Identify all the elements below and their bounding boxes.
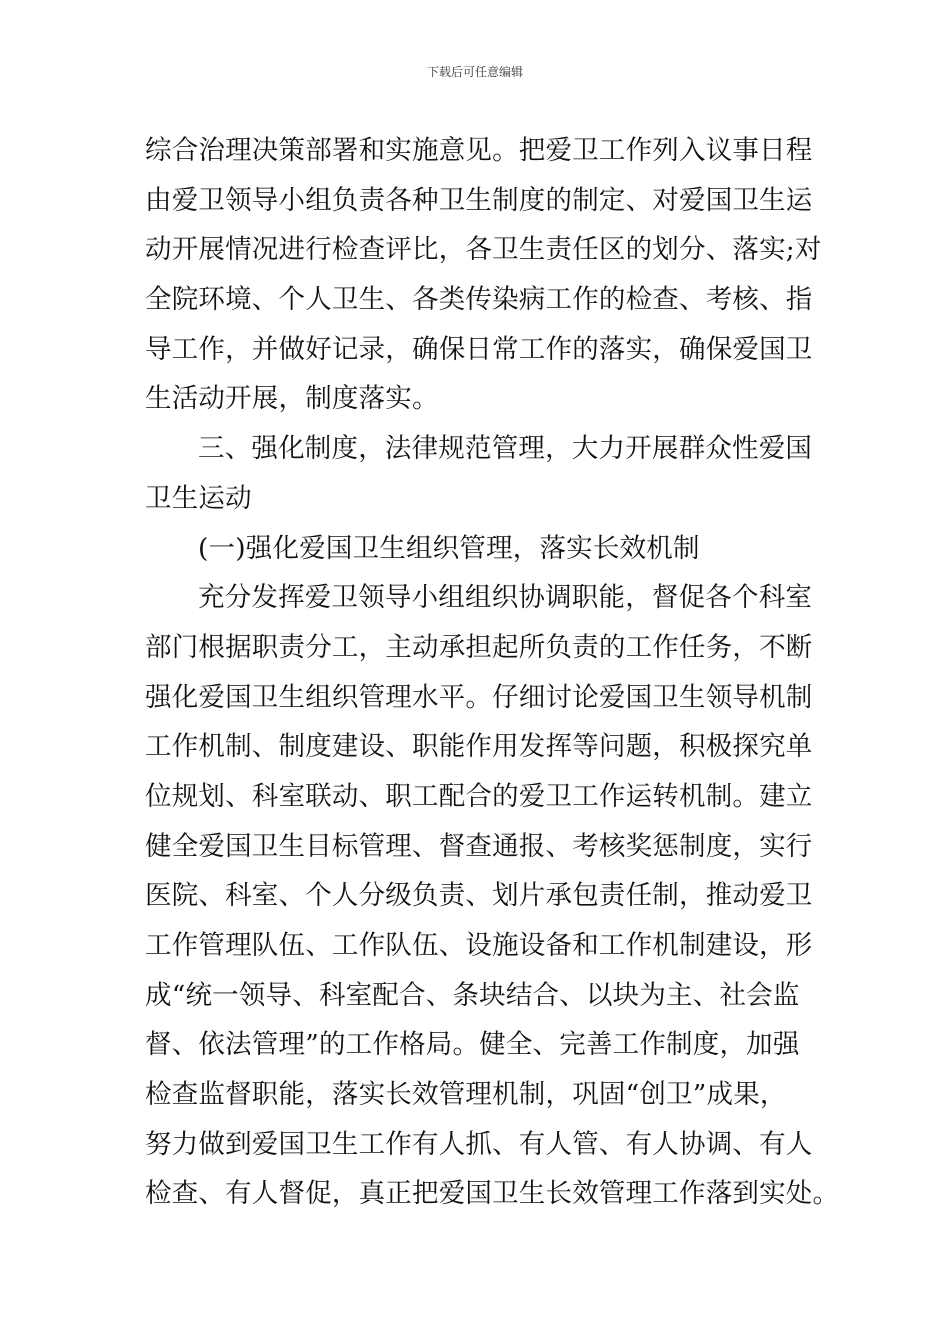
subsection-heading: (一)强化爱国卫生组织管理，落实长效机制 (198, 532, 700, 564)
text-line-1: 综合治理决策部署和实施意见。把爱卫工作列入议事日程 (145, 135, 813, 166)
text-line-13: 工作机制、制度建设、职能作用发挥等问题，积极探究单 (145, 731, 813, 763)
text-line-3: 动开展情况进行检查评比，各卫生责任区的划分、落实;对 (145, 234, 822, 266)
text-line-11: 部门根据职责分工，主动承担起所负责的工作任务，不断 (145, 631, 813, 663)
text-line-15: 健全爱国卫生目标管理、督查通报、考核奖惩制度，实行 (145, 830, 813, 862)
page-header: 下载后可任意编辑 (426, 65, 523, 79)
text-line-4: 全院环境、个人卫生、各类传染病工作的检查、考核、指 (145, 284, 813, 316)
text-line-19: 督、依法管理”的工作格局。健全、完善工作制度，加强 (145, 1029, 800, 1061)
text-line-6: 生活动开展，制度落实。 (145, 383, 439, 415)
text-line-2: 由爱卫领导小组负责各种卫生制度的制定、对爱国卫生运 (145, 184, 813, 216)
text-line-22: 检查、有人督促，真正把爱国卫生长效管理工作落到实处。 (145, 1178, 840, 1210)
section-heading-line-1: 三、强化制度，法律规范管理，大力开展群众性爱国 (198, 433, 813, 465)
text-line-20: 检查监督职能，落实长效管理机制，巩固“创卫”成果， (145, 1079, 787, 1111)
section-heading-line-2: 卫生运动 (145, 482, 252, 514)
text-line-21: 努力做到爱国卫生工作有人抓、有人管、有人协调、有人 (145, 1128, 813, 1160)
text-line-17: 工作管理队伍、工作队伍、设施设备和工作机制建设，形 (145, 930, 813, 961)
text-line-16: 医院、科室、个人分级负责、划片承包责任制，推动爱卫 (145, 880, 813, 912)
text-line-10: 充分发挥爱卫领导小组组织协调职能，督促各个科室 (198, 582, 813, 614)
text-line-5: 导工作，并做好记录，确保日常工作的落实，确保爱国卫 (145, 333, 813, 365)
document-body (145, 126, 840, 1219)
text-line-12: 强化爱国卫生组织管理水平。仔细讨论爱国卫生领导机制 (145, 681, 813, 713)
text-line-18: 成“统一领导、科室配合、条块结合、以块为主、社会监 (145, 979, 800, 1011)
text-line-14: 位规划、科室联动、职工配合的爱卫工作运转机制。建立 (145, 780, 813, 812)
